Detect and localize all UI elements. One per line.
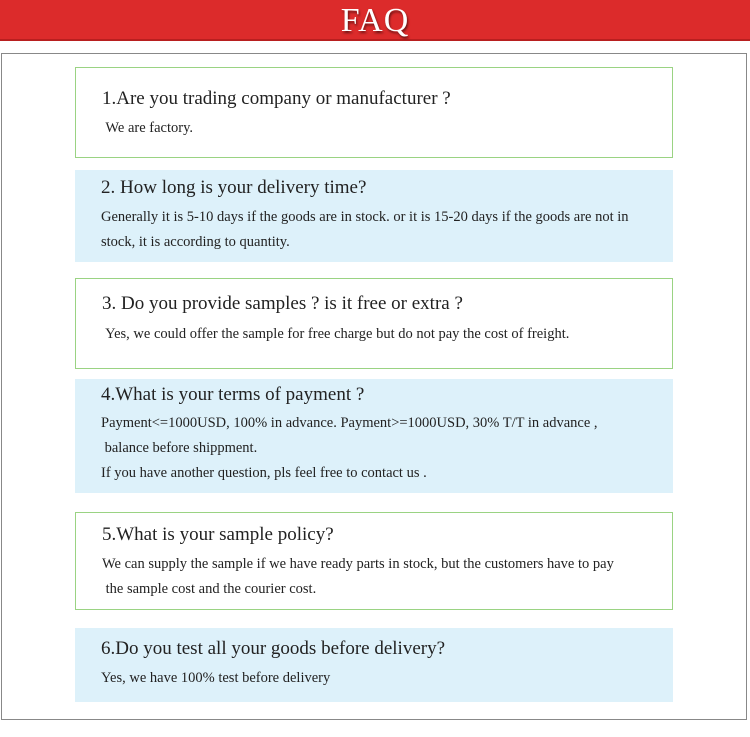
faq-answer-line: Generally it is 5-10 days if the goods are in stock. or it is 15-20 days if the goods are not in: [101, 209, 629, 225]
faq-answer-line: We can supply the sample if we have ready parts in stock, but the customers have to pay: [102, 556, 614, 572]
faq-answer-line: stock, it is according to quantity.: [101, 234, 290, 250]
faq-question-6: 6.Do you test all your goods before delivery?: [101, 638, 446, 659]
faq-answer-line: balance before shippment.: [101, 440, 258, 456]
faq-item-2: [75, 170, 673, 262]
page-title: FAQ: [340, 2, 410, 39]
faq-answer-line: the sample cost and the courier cost.: [102, 581, 317, 597]
faq-question-3: 3. Do you provide samples ? is it free or extra ?: [102, 293, 463, 314]
faq-answer-1: [102, 116, 658, 141]
faq-answer-6: [101, 666, 659, 691]
faq-header-banner: [0, 0, 750, 41]
faq-answer-4: [101, 411, 659, 486]
faq-answer-line: Yes, we could offer the sample for free charge but do not pay the cost of freight.: [102, 326, 570, 342]
faq-item-4: [75, 379, 673, 493]
faq-question-5: 5.What is your sample policy?: [102, 524, 334, 545]
faq-item-6: [75, 628, 673, 702]
faq-answer-line: We are factory.: [102, 120, 194, 136]
faq-item-1: [75, 67, 673, 158]
faq-answer-5: [102, 552, 658, 602]
faq-item-3: [75, 278, 673, 369]
faq-question-1: 1.Are you trading company or manufacturer ?: [102, 88, 451, 109]
faq-answer-line: If you have another question, pls feel free to contact us .: [101, 465, 427, 481]
faq-question-2: 2. How long is your delivery time?: [101, 177, 367, 198]
faq-answer-2: [101, 205, 659, 255]
faq-answer-line: Payment<=1000USD, 100% in advance. Payment>=1000USD, 30% T/T in advance ,: [101, 415, 598, 431]
faq-question-4: 4.What is your terms of payment ?: [101, 384, 365, 405]
faq-item-5: [75, 512, 673, 610]
faq-answer-3: [102, 322, 658, 347]
faq-answer-line: Yes, we have 100% test before delivery: [101, 670, 331, 686]
